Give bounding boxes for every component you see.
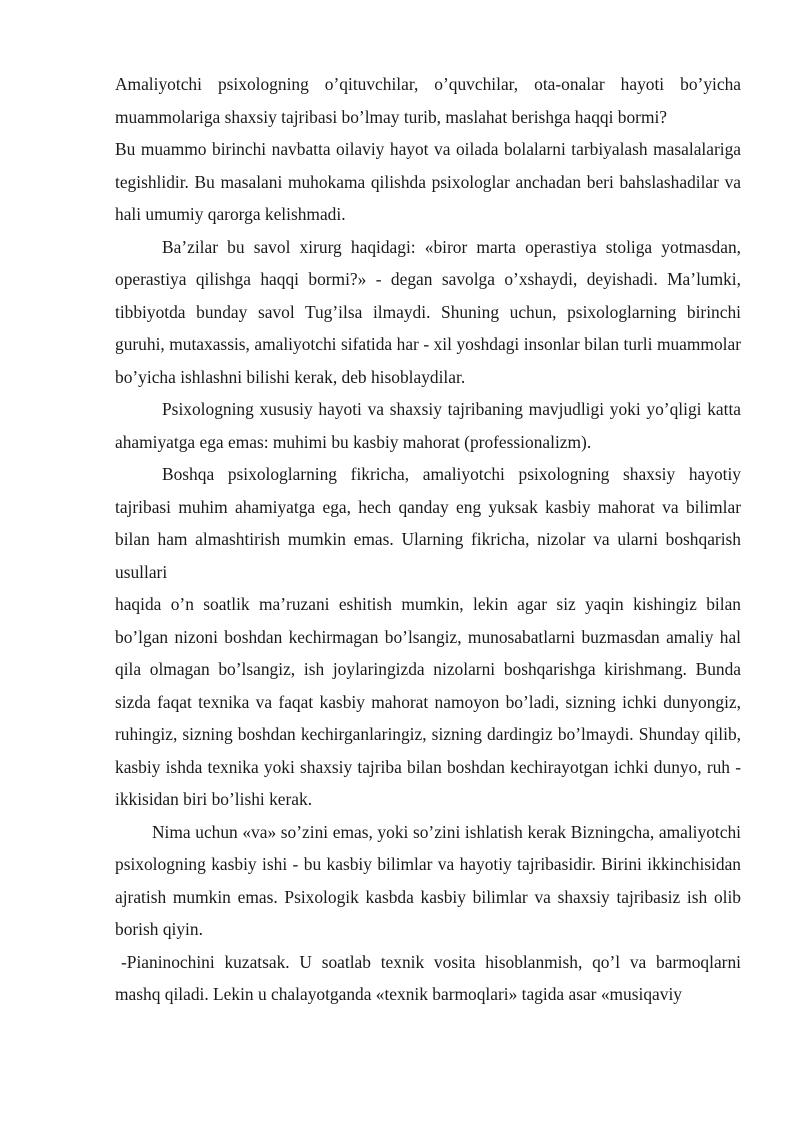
paragraph-6: haqida o’n soatlik ma’ruzani eshitish mumkin, lekin agar siz yaqin kishingiz bilan bo’lgan nizoni boshdan kechirmagan bo’lsangiz, munosabatlarni buzmasdan amaliy hal qila olmagan bo’lsangiz, ish joylaringizda nizolarni boshqarishga kirishmang. Bunda sizda faqat texnika va faqat kasbiy mahorat namoyon bo’ladi, sizning ichki dunyongiz, ruhingiz, sizning boshdan kechirganlaringiz, sizning dardingiz bo’lmaydi. Shunday qilib, kasbiy ishda texnika yoki shaxsiy tajriba bilan boshdan kechirayotgan ichki dunyo, ruh - ikkisidan biri bo’lishi kerak. — [115, 594, 741, 809]
paragraph-1: Amaliyotchi psixologning o’qituvchilar, o’quvchilar, ota-onalar hayoti bo’yicha muammolariga shaxsiy tajribasi bo’lmay turib, maslahat berishga haqqi bormi? — [115, 74, 741, 127]
document-page — [115, 68, 741, 1011]
paragraph-7: Nima uchun «va» so’zini emas, yoki so’zini ishlatish kerak Bizningcha, amaliyotchi psixologning kasbiy ishi - bu kasbiy bilimlar va hayotiy tajribasidir. Birini ikkinchisidan ajratish mumkin emas. Psixologik kasbda kasbiy bilimlar va shaxsiy tajribasiz ish olib borish qiyin. — [115, 821, 741, 939]
paragraph-3: Ba’zilar bu savol xirurg haqidagi: «biror marta operastiya stoliga yotmasdan, operastiya qilishga haqqi bormi?» - degan savolga o’xshaydi, deyishadi. Ma’lumki, tibbiyotda bunday savol Tug’ilsa ilmaydi. Shuning uchun, psixologlarning birinchi guruhi, mutaxassis, amaliyotchi sifatida har - xil yoshdagi insonlar bilan turli muammolar bo’yicha ishlashni bilishi kerak, deb hisoblaydilar. — [115, 236, 741, 387]
paragraph-4: Psixologning xususiy hayoti va shaxsiy tajribaning mavjudligi yoki yo’qligi katta ahamiyatga ega emas: muhimi bu kasbiy mahorat (professionalizm). — [115, 399, 741, 452]
paragraph-2: Bu muammo birinchi navbatta oilaviy hayot va oilada bolalarni tarbiyalash masalalariga tegishlidir. Bu masalani muhokama qilishda psixologlar anchadan beri bahslashadilar va hali umumiy qarorga kelishmadi. — [115, 139, 741, 224]
paragraph-5: Boshqa psixologlarning fikricha, amaliyotchi psixologning shaxsiy hayotiy tajribasi muhim ahamiyatga ega, hech qanday eng yuksak kasbiy mahorat va bilimlar bilan ham almashtirish mumkin emas. Ularning fikricha, nizolar va ularni boshqarish usullari — [115, 464, 741, 582]
paragraph-8: -Pianinochini kuzatsak. U soatlab texnik vosita hisoblanmish, qo’l va barmoqlarni mashq qiladi. Lekin u chalayotganda «texnik barmoqlari» tagida asar «musiqaviy — [115, 951, 741, 1004]
